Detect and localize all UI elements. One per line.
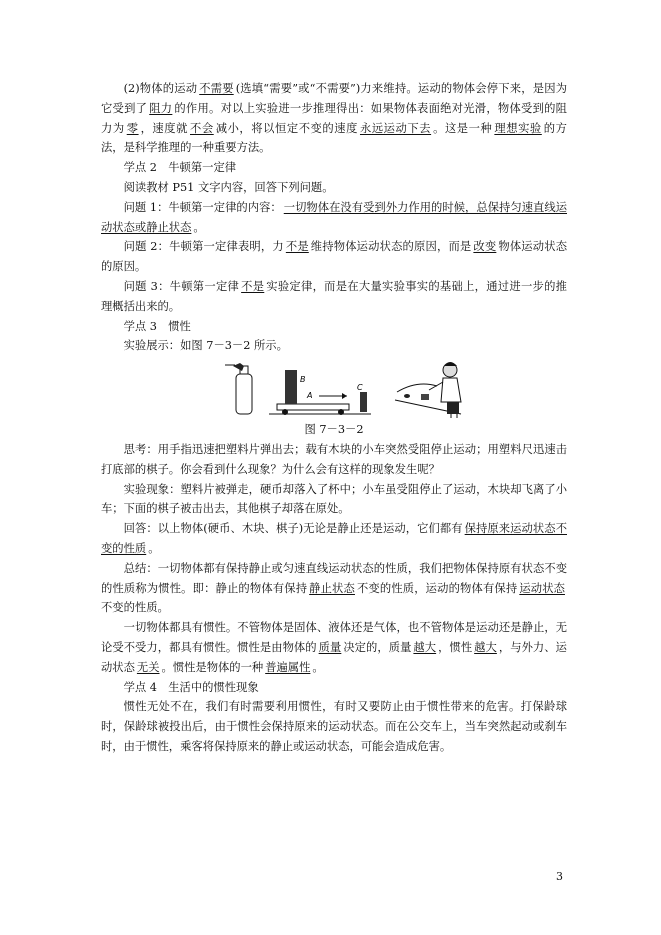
answer-first-law: 一切物体在没有受到外力作用的时候，总保持匀速直线运动状态或静止状态 xyxy=(101,200,567,234)
summary-paragraph: 总结：一切物体都有保持静止或匀速直线运动状态的性质，我们把物体保持原有状态不变的性质称为惯性。即：静止的物体有保持 静止状态 不变的性质，运动的物体有保持 运动状态不变的性质。 xyxy=(101,561,567,615)
paragraph-motion-force: (2)物体的运动 不需要 (选填“需要”或“不需要”)力来维持。运动的物体会停下来，是因为它受到了 阻力 的作用。对以上实验进一步推理得出：如果物体表面绝对光滑，物体受到的阻力为 零 ，速度就 不会 减小，将以恒定不变的速度 永远运动下去 。这是一种 理想实验 的方法，是科学推理的一种重要方法。 xyxy=(101,82,567,155)
answer-not-experimental: 不是 xyxy=(241,279,265,293)
daily-inertia-paragraph: 惯性无处不在，我们有时需要利用惯性，有时又要防止由于惯性带来的危害。打保龄球时，保龄球被投出后，由于惯性会保持原来的运动状态。而在公交车上，当车突然起动或刹车时，由于惯性，乘客将保持原来的静止或运动状态，可能会造成危害。 xyxy=(101,700,567,753)
reading-instruction: 阅读教材 P51 文字内容，回答下列问题。 xyxy=(123,180,334,194)
section-heading-3: 学点 3 惯性 xyxy=(123,319,191,333)
answer-will-not: 不会 xyxy=(190,121,214,135)
answer-universal-property: 普遍属性 xyxy=(265,660,311,674)
think-question: 思考：用手指迅速把塑料片弹出去；载有木块的小车突然受阻停止运动；用塑料尺迅速击打底部的棋子。你会看到什么现象？为什么会有这样的现象发生呢？ xyxy=(101,442,567,476)
label-a: A xyxy=(307,391,313,401)
figure-7-3-2 xyxy=(101,360,567,420)
section-heading-4: 学点 4 生活中的惯性现象 xyxy=(123,680,259,694)
answer-static-state: 静止状态 xyxy=(309,581,355,595)
coin-experiment-illustration xyxy=(395,362,461,418)
section-heading-2: 学点 2 牛顿第一定律 xyxy=(123,161,237,175)
experiment-display: 实验展示：如图 7－3－2 所示。 xyxy=(123,339,288,353)
answer-move-forever: 永远运动下去 xyxy=(359,121,432,135)
experiment-phenomenon: 实验现象：塑料片被弹走，硬币却落入了杯中；小车虽受阻停止了运动，木块却飞离了小车；下面的棋子被击出去，其他棋子却落在原处。 xyxy=(101,482,567,516)
answer-irrelevant: 无关 xyxy=(136,660,160,674)
reply-paragraph: 回答：以上物体(硬币、木块、棋子)无论是静止还是运动，它们都有 保持原来运动状态不变的性质 。 xyxy=(101,522,567,555)
answer-zero: 零 xyxy=(126,121,139,135)
answer-ideal-experiment: 理想实验 xyxy=(494,121,542,135)
figure-illustration xyxy=(101,360,567,420)
answer-change: 改变 xyxy=(473,240,497,254)
answer-larger-1: 越大 xyxy=(413,640,437,654)
question-2: 问题 2：牛顿第一定律表明，力 不是 维持物体运动状态的原因，而是 改变 物体运动状态的原因。 xyxy=(101,240,567,274)
answer-not-needed: 不需要 xyxy=(199,82,234,95)
answer-larger-2: 越大 xyxy=(474,640,497,654)
answer-resistance: 阻力 xyxy=(149,101,173,115)
bottle-experiment-illustration xyxy=(225,363,252,414)
question-1: 问题 1：牛顿第一定律的内容： 一切物体在没有受到外力作用的时候，总保持匀速直线运动状态或静止状态 。 xyxy=(101,200,567,234)
page-number: 3 xyxy=(556,870,563,883)
label-c: C xyxy=(357,383,363,393)
answer-keep-state: 保持原来运动状态不变的性质 xyxy=(101,522,567,555)
label-b: B xyxy=(300,375,306,385)
page-content xyxy=(101,79,567,757)
figure-caption: 图 7－3－2 xyxy=(304,423,364,437)
answer-mass: 质量 xyxy=(318,640,342,654)
cart-experiment-illustration xyxy=(269,370,371,415)
question-3: 问题 3：牛顿第一定律 不是 实验定律，而是在大量实验事实的基础上，通过进一步的推理概括出来的。 xyxy=(101,279,567,313)
answer-motion-state: 运动状态 xyxy=(519,581,565,595)
answer-is-not: 不是 xyxy=(285,240,309,254)
inertia-paragraph: 一切物体都具有惯性。不管物体是固体、液体还是气体，也不管物体是运动还是静止，无论受不受力，都具有惯性。惯性是由物体的 质量 决定的，质量 越大 ，惯性 越大 ，与外力、运动状态 无关 。惯性是物体的一种 普遍属性 。 xyxy=(101,621,567,674)
